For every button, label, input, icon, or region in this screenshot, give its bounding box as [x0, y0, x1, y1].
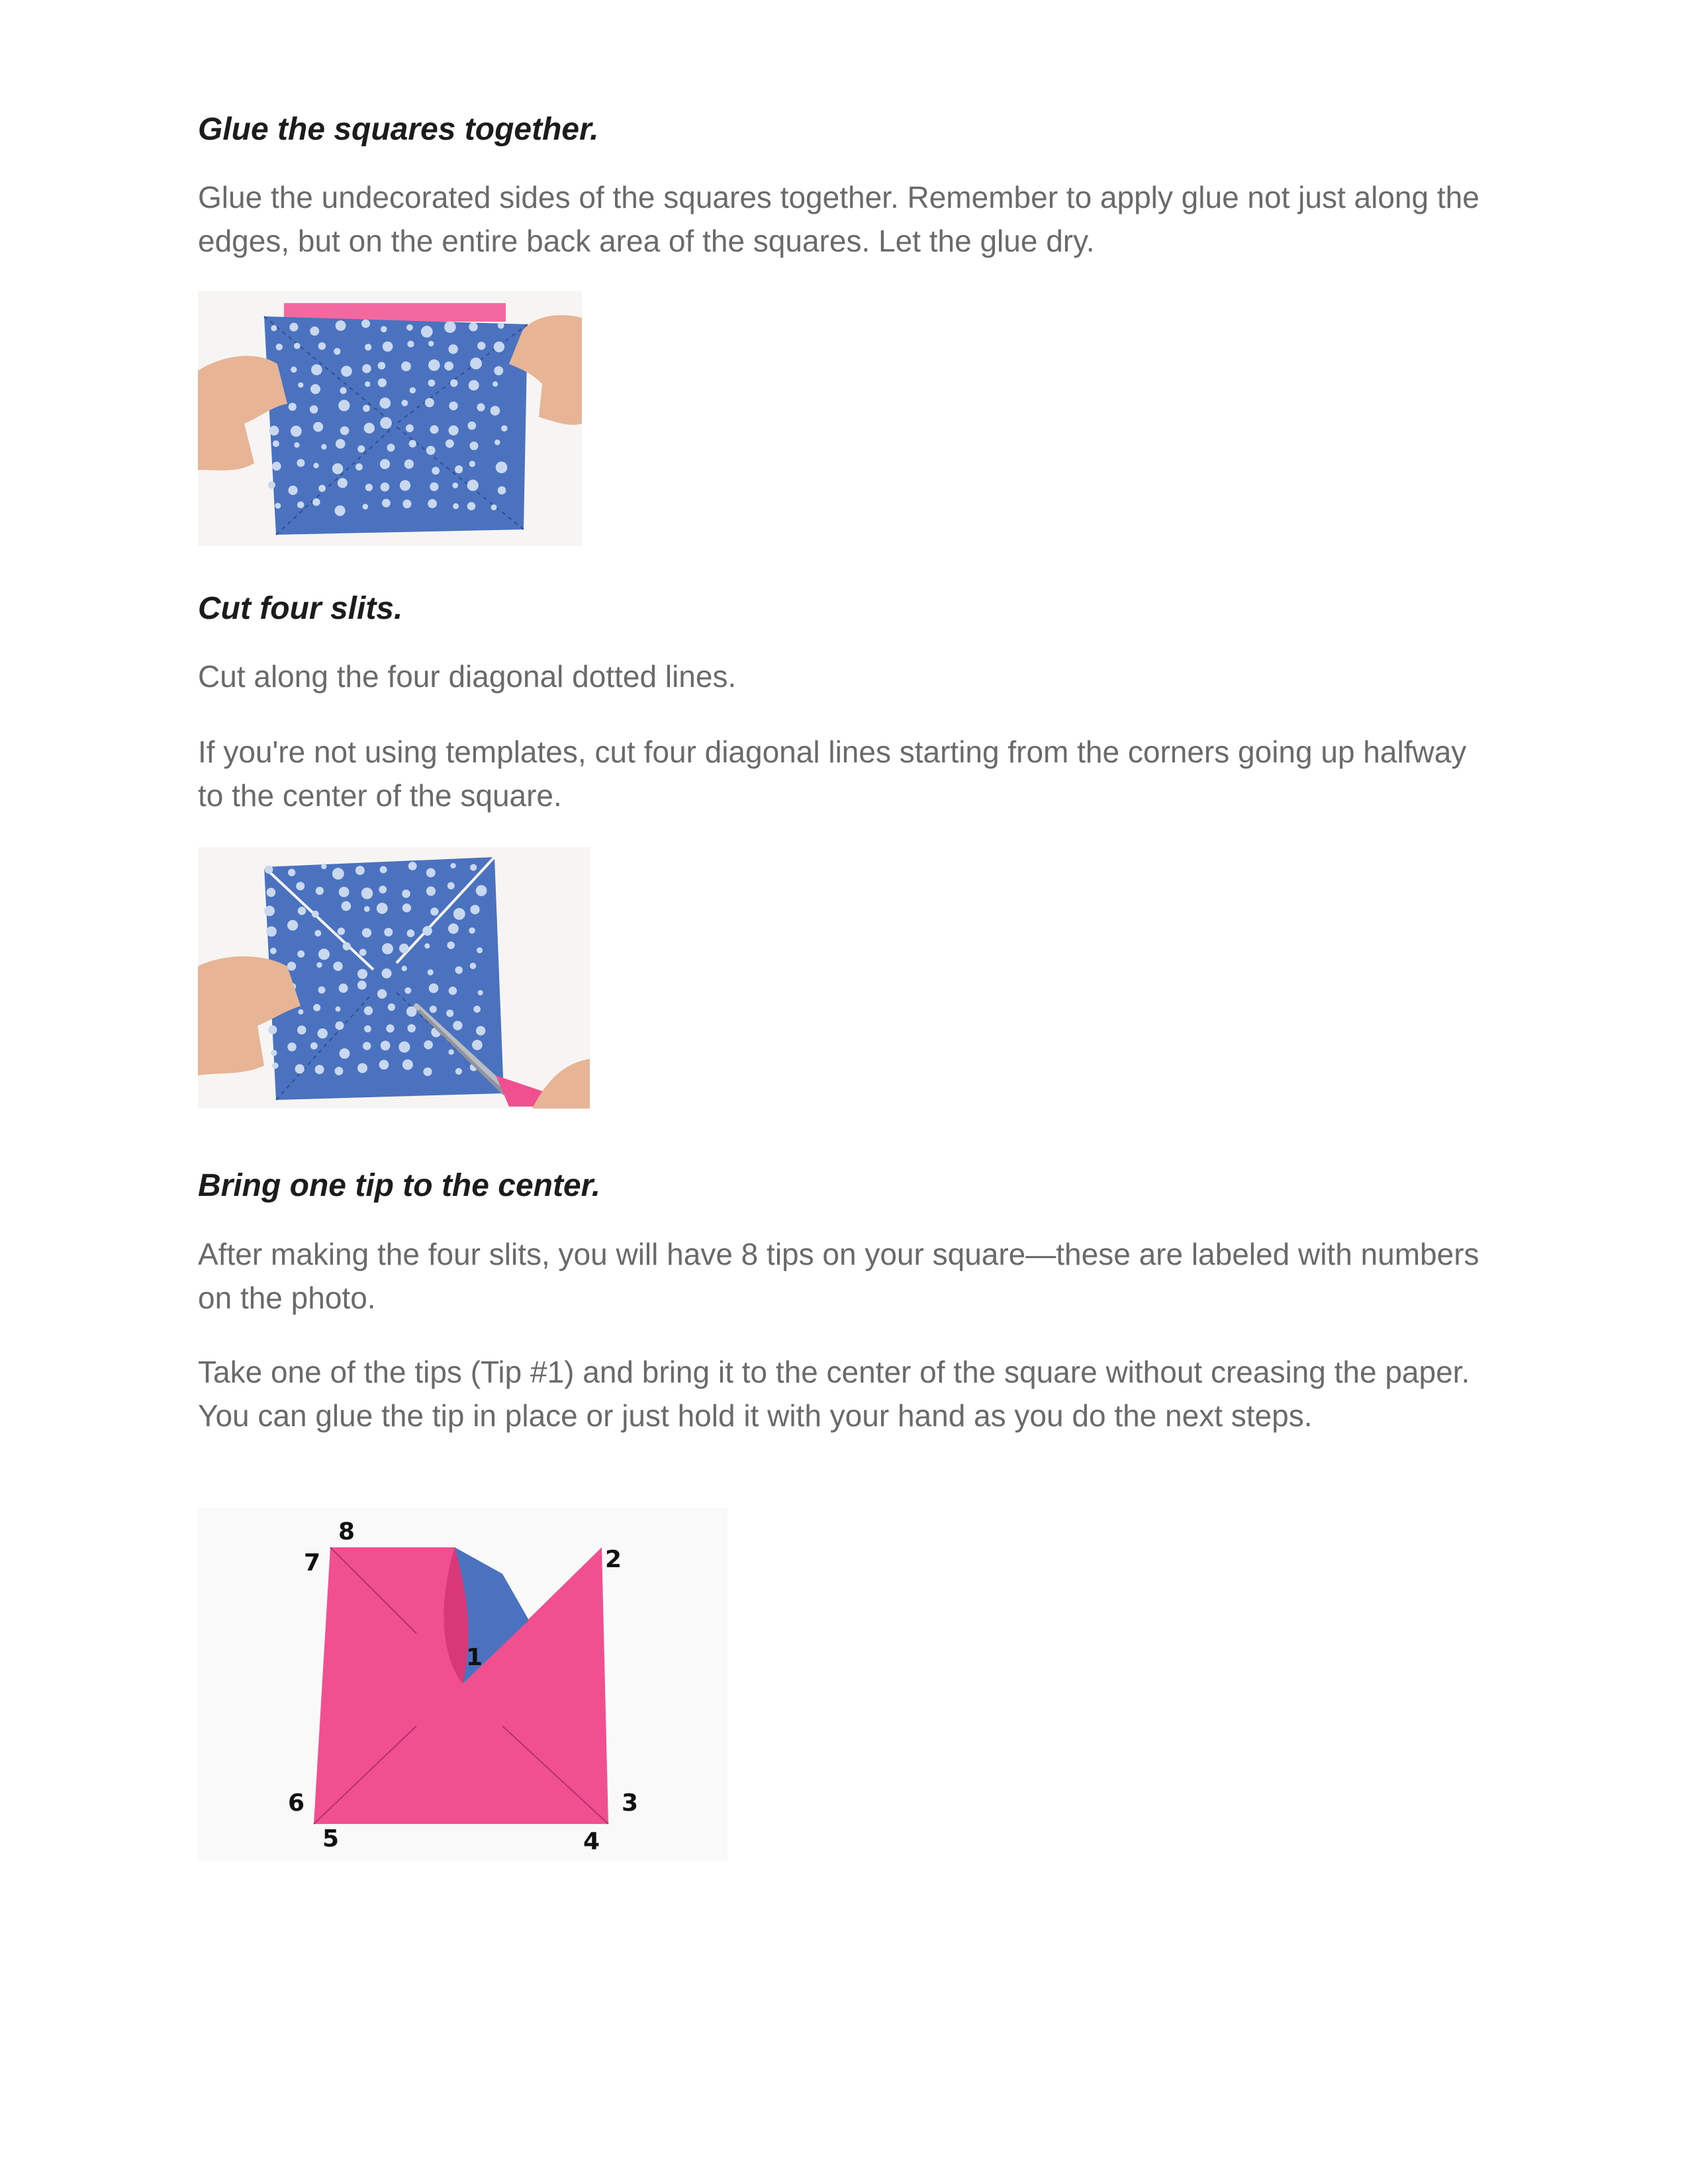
polka-dot [267, 888, 276, 897]
polka-dot [271, 1050, 277, 1056]
polka-dot [430, 907, 438, 915]
polka-dot [298, 907, 306, 915]
polka-dot [448, 923, 459, 934]
polka-dot [478, 990, 483, 995]
polka-dot [363, 1042, 371, 1050]
polka-dot [407, 341, 414, 347]
polka-dot [406, 324, 413, 331]
polka-dot [355, 463, 363, 471]
polka-dot [384, 928, 393, 936]
photo-cutting-slits [198, 847, 590, 1109]
polka-dot [342, 901, 352, 911]
polka-dot [363, 504, 369, 510]
polka-dot [355, 866, 365, 875]
paragraph-no-template-instructions: If you're not using templates, cut four diagonal lines starting from the corners going up halfway to the center of the square. [198, 735, 1467, 813]
polka-dot [447, 882, 455, 889]
polka-dot [377, 903, 388, 914]
polka-dot [318, 948, 330, 960]
polka-dot [453, 503, 459, 509]
polka-dot [491, 504, 497, 510]
polka-dot [477, 947, 483, 953]
polka-dot [379, 886, 387, 893]
polka-dot [400, 480, 410, 490]
tip-label-3: 3 [622, 1790, 639, 1817]
polka-dot [430, 1005, 437, 1013]
polka-dot [498, 322, 504, 329]
polka-dot [289, 403, 297, 411]
polka-dot [296, 882, 305, 890]
polka-dot [341, 366, 352, 377]
polka-dot [377, 989, 387, 999]
polka-dot [378, 362, 386, 370]
polka-dot [361, 887, 373, 899]
polka-dot [428, 341, 434, 346]
polka-dot [264, 906, 275, 917]
polka-dot [318, 1028, 328, 1038]
polka-dot [407, 1024, 416, 1032]
polka-dot [364, 1025, 371, 1032]
polka-dot [339, 983, 348, 993]
polka-dot [343, 942, 351, 950]
polka-dot [332, 463, 344, 475]
photo-glued-square [198, 291, 582, 546]
polka-dot [494, 341, 504, 352]
polka-dot [334, 348, 340, 355]
polka-dot [335, 1021, 344, 1030]
paragraph-glue-instructions: Glue the undecorated sides of the squares together. Remember to apply glue not just along the edges, but on the entire back area of the squares. Let the glue dry. [198, 180, 1479, 258]
polka-dot [401, 361, 411, 371]
polka-dot [312, 911, 319, 918]
polka-dot [378, 379, 387, 387]
polka-dot [310, 326, 319, 336]
polka-dot [498, 486, 506, 494]
polka-dot [275, 503, 281, 509]
polka-dot [321, 864, 326, 869]
polka-dot [381, 968, 391, 978]
tip-label-6: 6 [288, 1790, 305, 1817]
polka-dot [448, 344, 457, 353]
polka-dot [318, 342, 326, 350]
polka-dot [381, 326, 387, 333]
polka-dot [298, 383, 303, 388]
polka-dot [410, 387, 416, 393]
polka-dot [382, 943, 393, 954]
polka-dot [316, 962, 322, 968]
polka-dot [364, 906, 370, 912]
polka-dot [310, 1042, 318, 1050]
polka-dot [402, 889, 410, 898]
polka-dot [273, 440, 279, 447]
polka-dot [338, 478, 348, 488]
paragraph-cut-instructions: Cut along the four diagonal dotted lines. [198, 659, 737, 694]
polka-dot [424, 1040, 433, 1050]
polka-dot [455, 465, 463, 473]
polka-dot [363, 405, 370, 412]
polka-dot [357, 969, 367, 979]
polka-dot [336, 320, 346, 331]
polka-dot [340, 1048, 350, 1059]
polka-dot [469, 927, 475, 934]
polka-dot [453, 908, 465, 920]
polka-dot [469, 441, 478, 450]
polka-dot [276, 343, 283, 350]
polka-dot [469, 322, 478, 332]
polka-dot [294, 343, 301, 349]
polka-dot [467, 422, 476, 430]
polka-dot [310, 384, 320, 394]
polka-dot [340, 426, 349, 435]
polka-dot [314, 930, 321, 936]
polka-dot [298, 1009, 303, 1015]
polka-dot [444, 321, 456, 333]
polka-dot [357, 1063, 367, 1073]
polka-dot [424, 943, 430, 948]
tip-label-1: 1 [466, 1644, 483, 1671]
polka-dot [268, 1025, 277, 1034]
polka-dot [450, 863, 455, 868]
polka-dot [313, 463, 318, 468]
polka-dot [492, 381, 498, 387]
polka-dot [321, 444, 326, 449]
polka-dot [428, 379, 436, 387]
polka-dot [452, 482, 458, 488]
polka-dot [291, 367, 297, 373]
polka-dot [332, 868, 344, 880]
photo-cutting-slits-art [198, 847, 590, 1109]
polka-dot [313, 422, 323, 432]
polka-dot [272, 1062, 279, 1069]
photo-labeled-tips [198, 1508, 727, 1862]
polka-dot [359, 949, 367, 956]
tip-label-8: 8 [338, 1518, 355, 1545]
polka-dot [380, 417, 392, 429]
tip-label-2: 2 [605, 1546, 622, 1573]
polka-dot [455, 1068, 462, 1075]
polka-dot [357, 445, 365, 453]
polka-dot [382, 499, 391, 508]
polka-dot [265, 866, 273, 874]
polka-dot [476, 885, 487, 896]
polka-dot [469, 380, 479, 390]
polka-dot [472, 1040, 483, 1050]
polka-dot [387, 443, 395, 451]
polka-dot [268, 481, 275, 488]
polka-dot [448, 1050, 453, 1055]
polka-dot [501, 425, 508, 432]
polka-dot [336, 439, 346, 449]
polka-dot [428, 359, 440, 371]
heading-bring-tip: Bring one tip to the center. [198, 1168, 601, 1203]
polka-dot [365, 381, 370, 387]
polka-dot [312, 498, 320, 506]
polka-dot [426, 886, 436, 895]
polka-dot [318, 986, 326, 993]
polka-dot [311, 364, 322, 375]
polka-dot [287, 962, 296, 970]
polka-dot [388, 1003, 395, 1011]
polka-dot [429, 983, 439, 993]
polka-dot [402, 500, 411, 508]
polka-dot [470, 963, 477, 970]
polka-dot [426, 868, 436, 878]
polka-dot [404, 987, 411, 994]
tip-label-4: 4 [583, 1828, 600, 1855]
polka-dot [399, 944, 409, 954]
polka-dot [357, 981, 367, 990]
heading-glue-squares: Glue the squares together. [198, 112, 599, 147]
polka-dot [408, 862, 417, 870]
polka-dot [494, 366, 503, 375]
polka-dot [467, 502, 476, 511]
polka-dot [365, 343, 371, 350]
polka-dot [446, 1010, 453, 1017]
polka-dot [315, 1065, 324, 1074]
polka-dot [386, 1024, 394, 1032]
polka-dot [428, 970, 434, 976]
polka-dot [445, 439, 454, 448]
polka-dot [444, 361, 453, 371]
polka-dot [447, 942, 455, 950]
polka-dot [469, 461, 475, 467]
polka-dot [297, 502, 304, 508]
polka-dot [477, 403, 485, 411]
polka-dot [379, 1060, 389, 1069]
tip-label-5: 5 [322, 1825, 340, 1852]
polka-dot [362, 364, 371, 373]
paragraph-bring-tip-instructions: Take one of the tips (Tip #1) and bring it to the center of the square without creasing the paper. You can glue the tip in place or just hold it with your hand as you do the next steps. [198, 1355, 1470, 1433]
polka-dot [297, 950, 305, 958]
polka-dot [491, 406, 500, 416]
photo-glued-square-art [198, 291, 582, 546]
polka-dot [428, 499, 437, 508]
polka-dot [381, 1041, 391, 1051]
polka-dot [266, 927, 277, 937]
polka-dot [426, 446, 436, 455]
polka-dot [291, 426, 302, 437]
polka-dot [449, 987, 457, 995]
polka-dot [407, 929, 415, 937]
blue-square [264, 316, 528, 535]
polka-dot [470, 864, 477, 871]
polka-dot [496, 461, 508, 473]
polka-dot [288, 486, 297, 495]
polka-dot [339, 887, 350, 897]
polka-dot [365, 484, 373, 491]
polka-dot [295, 1064, 305, 1073]
polka-dot [381, 482, 390, 492]
polka-dot [383, 341, 393, 352]
polka-dot [453, 1021, 462, 1030]
polka-dot [422, 926, 432, 936]
photo-labeled-tips-art [198, 1508, 727, 1862]
polka-dot [335, 1007, 340, 1012]
polka-dot [289, 323, 298, 332]
polka-dot [402, 903, 411, 912]
polka-dot [467, 480, 479, 491]
polka-dot [287, 1042, 296, 1051]
polka-dot [430, 425, 438, 433]
polka-dot [402, 1060, 413, 1070]
polka-dot [361, 320, 370, 328]
polka-dot [318, 485, 326, 492]
polka-dot [335, 1067, 344, 1075]
polka-dot [449, 402, 457, 410]
polka-dot [297, 1025, 306, 1034]
polka-dot [406, 424, 414, 432]
polka-dot [421, 326, 433, 338]
polka-dot [402, 966, 407, 971]
polka-dot [380, 866, 387, 874]
polka-dot [334, 506, 345, 516]
polka-dot [294, 442, 299, 447]
polka-dot [362, 928, 371, 937]
polka-dot [432, 467, 440, 475]
polka-dot [272, 462, 281, 471]
polka-dot [310, 405, 318, 414]
polka-dot [313, 1004, 320, 1011]
polka-dot [270, 948, 277, 954]
polka-dot [401, 400, 408, 406]
polka-dot [430, 482, 438, 491]
polka-dot [271, 325, 277, 331]
paragraph-eight-tips: After making the four slits, you will have 8 tips on your square—these are labeled with numbers on the photo. [198, 1237, 1479, 1315]
polka-dot [340, 387, 346, 394]
polka-dot [450, 379, 458, 387]
polka-dot [477, 341, 485, 349]
polka-dot [455, 966, 463, 974]
polka-dot [399, 1041, 410, 1052]
polka-dot [409, 440, 416, 447]
polka-dot [494, 439, 500, 445]
blue-square-cut [264, 857, 504, 1100]
polka-dot [470, 905, 479, 914]
polka-dot [379, 398, 391, 409]
polka-dot [364, 423, 375, 433]
tip-label-7: 7 [304, 1549, 321, 1576]
polka-dot [470, 357, 482, 369]
heading-cut-slits: Cut four slits. [198, 591, 403, 626]
polka-dot [333, 962, 342, 971]
polka-dot [473, 1006, 481, 1013]
polka-dot [448, 426, 458, 435]
polka-dot [423, 1068, 432, 1076]
polka-dot [364, 1006, 373, 1015]
polka-dot [476, 1026, 485, 1035]
polka-dot [316, 887, 324, 895]
polka-dot [288, 869, 295, 876]
polka-dot [380, 459, 390, 469]
polka-dot [269, 426, 279, 435]
polka-dot [338, 400, 350, 411]
polka-dot [404, 459, 414, 469]
polka-dot [338, 928, 345, 935]
polka-dot [297, 459, 305, 467]
polka-dot [425, 398, 434, 407]
pink-square-folded [314, 1547, 608, 1824]
polka-dot [287, 920, 298, 931]
